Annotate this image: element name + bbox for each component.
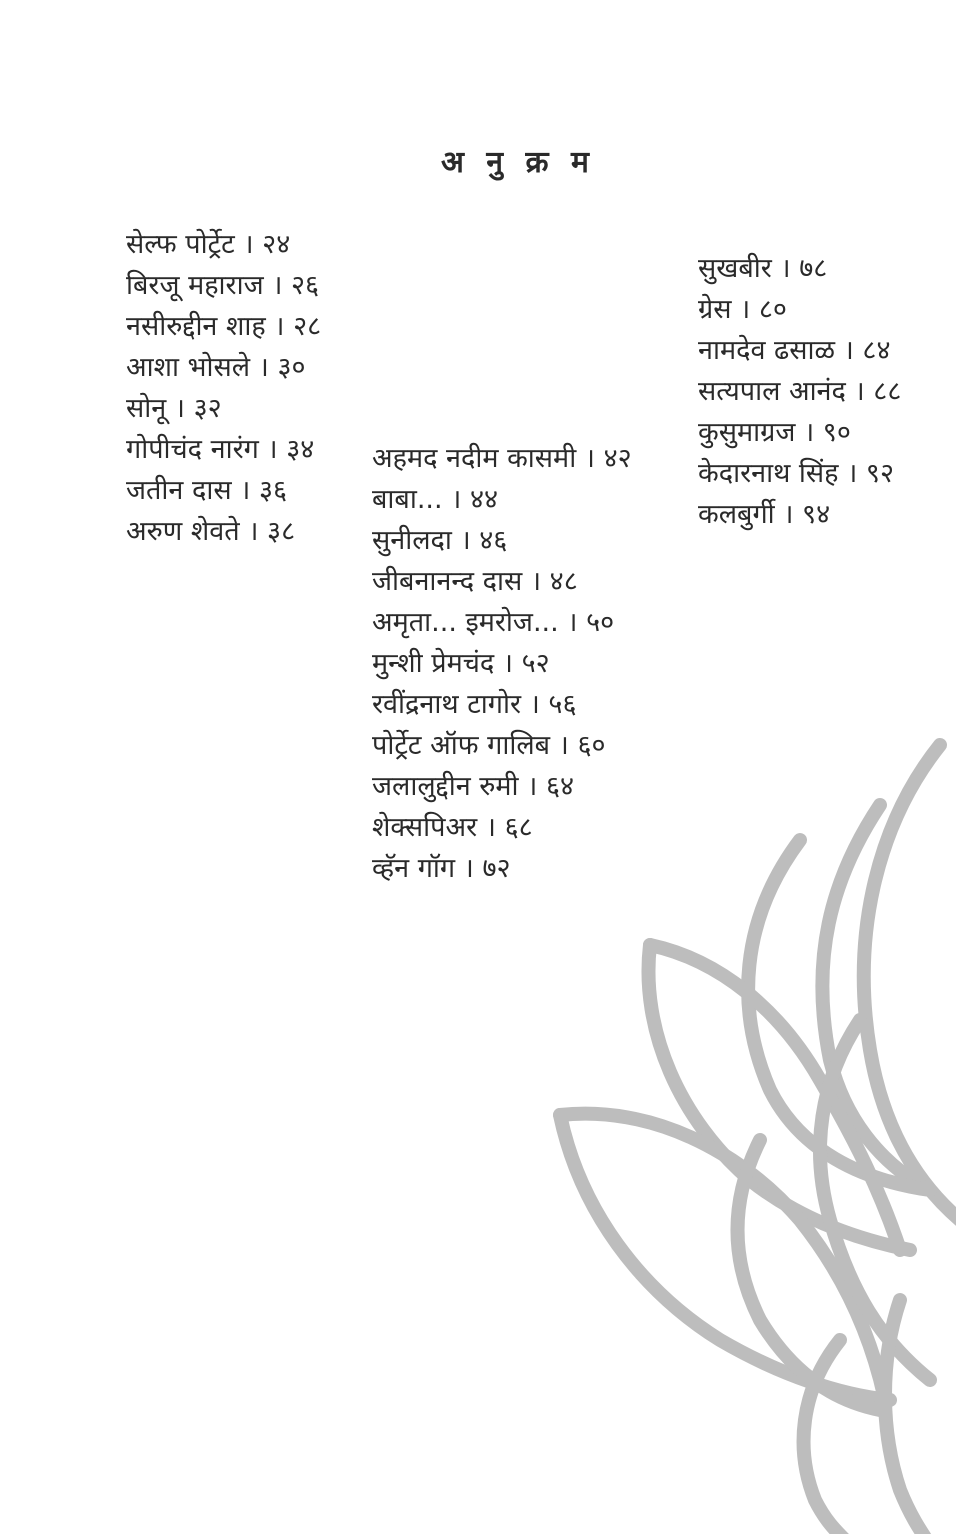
contents-entry[interactable]: जीबनानन्द दास । ४८ (372, 566, 578, 597)
contents-entry[interactable]: गोपीचंद नारंग । ३४ (126, 434, 315, 465)
contents-column-1 (126, 224, 321, 552)
contents-entry[interactable]: जतीन दास । ३६ (126, 475, 288, 506)
contents-entry[interactable]: जलालुद्दीन रुमी । ६४ (372, 771, 575, 802)
contents-entry[interactable]: सोनू । ३२ (126, 393, 222, 424)
page-title: अ नु क्र म (441, 145, 595, 180)
contents-entry[interactable]: सुखबीर । ७८ (698, 253, 828, 284)
contents-entry[interactable]: कुसुमाग्रज । ९० (698, 417, 851, 448)
contents-entry[interactable]: अहमद नदीम कासमी । ४२ (372, 443, 632, 474)
contents-entry[interactable]: अमृता... इमरोज... । ५० (372, 607, 615, 638)
contents-entry[interactable]: व्हॅन गॉग । ७२ (372, 853, 511, 884)
contents-entry[interactable]: सत्यपाल आनंद । ८८ (698, 376, 902, 407)
contents-entry[interactable]: सेल्फ पोर्ट्रेट । २४ (126, 229, 291, 260)
contents-entry[interactable]: आशा भोसले । ३० (126, 352, 306, 383)
contents-entry[interactable]: बाबा... । ४४ (372, 484, 499, 515)
contents-entry[interactable]: कलबुर्गी । ९४ (698, 499, 831, 530)
contents-entry[interactable]: बिरजू महाराज । २६ (126, 270, 320, 301)
contents-entry[interactable]: ग्रेस । ८० (698, 294, 787, 325)
contents-entry[interactable]: पोर्ट्रेट ऑफ गालिब । ६० (372, 730, 606, 761)
contents-entry[interactable]: शेक्सपिअर । ६८ (372, 812, 533, 843)
contents-entry[interactable]: केदारनाथ सिंह । ९२ (698, 458, 894, 489)
contents-entry[interactable]: मुन्शी प्रेमचंद । ५२ (372, 648, 550, 679)
contents-entry[interactable]: नसीरुद्दीन शाह । २८ (126, 311, 322, 342)
contents-column-2 (372, 438, 632, 889)
contents-column-3 (698, 248, 901, 535)
contents-entry[interactable]: रवींद्रनाथ टागोर । ५६ (372, 689, 577, 720)
contents-entry[interactable]: अरुण शेवते । ३८ (126, 516, 296, 547)
contents-entry[interactable]: नामदेव ढसाळ । ८४ (698, 335, 891, 366)
contents-entry[interactable]: सुनीलदा । ४६ (372, 525, 508, 556)
